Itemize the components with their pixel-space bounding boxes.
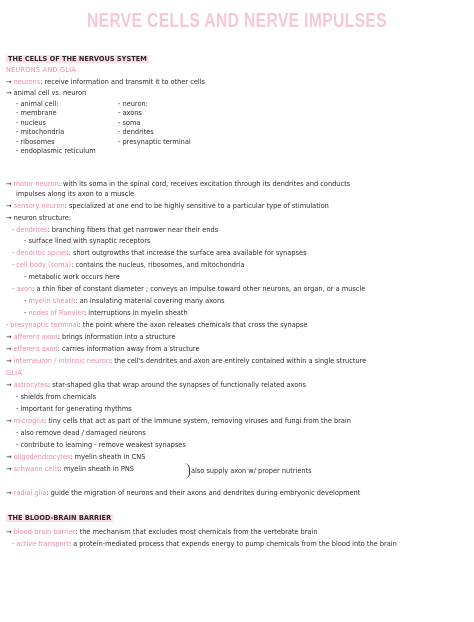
- note-afferent: → afferent axon: brings information into a structure: [6, 333, 176, 341]
- note-dendrites: · dendrites: branching fibers that get narrower near their ends: [12, 226, 219, 234]
- page-title: NERVE CELLS AND NERVE IMPULSES: [86, 10, 388, 32]
- note-sensory-neuron: → sensory neuron: specialized at one end to be highly sensitive to a particular type of stimulation: [6, 202, 329, 210]
- note-radial-glia: → radial glia: guide the migration of neurons and their axons and dendrites during embryonic development: [6, 489, 361, 497]
- note-microglia: → microglia: tiny cells that act as part of the immune system, removing viruses and fungi from the brain: [6, 417, 351, 425]
- neuron-list: - neuron: - axons - soma - dendrites - presynaptic terminal: [118, 100, 191, 146]
- note-dendrites-sub: - surface lined with synaptic receptors: [24, 237, 151, 245]
- brace-note: also supply axon w/ proper nutrients: [191, 467, 312, 475]
- note-micro-sub2: - contribute to learning - remove weakest synapses: [16, 441, 186, 449]
- note-micro-sub1: - also remove dead / damaged neurons: [16, 429, 146, 437]
- note-astrocytes: → astrocytes: star-shaped glia that wrap around the synapses of functionally related axons: [6, 381, 306, 389]
- subheading-glia: GLIA: [6, 369, 23, 377]
- note-myelin: - myelin sheath: an insulating material covering many axons: [24, 297, 225, 305]
- note-cell-body: · cell body (soma): contains the nucleus, ribosomes, and mitochondria: [12, 261, 245, 269]
- subheading-neurons-glia: NEURONS AND GLIA: [6, 66, 76, 74]
- section-heading-bbb: THE BLOOD-BRAIN BARRIER: [8, 514, 112, 522]
- note-cell-body-sub: - metabolic work occurs here: [24, 273, 120, 281]
- section-heading-cells: THE CELLS OF THE NERVOUS SYSTEM: [8, 55, 147, 63]
- note-presynaptic: · presynaptic terminal: the point where the axon releases chemicals that cross the synapse: [6, 321, 308, 329]
- note-efferent: → efferent axon: carries information away from a structure: [6, 345, 200, 353]
- animal-cell-list: - animal cell: - membrane - nucleus - mitochondria - ribosomes - endoplasmic reticulum: [16, 100, 96, 156]
- note-active-transport: · active transport: a protein-mediated process that expends energy to pump chemicals from the blood into the brain: [12, 540, 397, 548]
- note-schwann: → schwann cells: myelin sheath in PNS: [6, 465, 134, 473]
- note-neuron-structure: → neuron structure:: [6, 214, 72, 222]
- note-bbb: → blood-brain barrier: the mechanism that excludes most chemicals from the vertebrate brain: [6, 528, 318, 536]
- brace-mark: [183, 463, 190, 479]
- note-oligodendrocytes: → oligodendrocytes: myelin sheath in CNS: [6, 453, 146, 461]
- note-dendritic-spines: · dendritic spines: short outgrowths that increase the surface area available for synapses: [12, 249, 307, 257]
- note-astro-sub2: - important for generating rhythms: [16, 405, 132, 413]
- note-neurons: → neurons: receive information and transmit it to other cells: [6, 78, 205, 86]
- note-astro-sub1: - shields from chemicals: [16, 393, 97, 401]
- note-motor-neuron-cont: impulses along its axon to a muscle: [16, 190, 135, 198]
- note-ranvier: - nodes of Ranvier: interruptions in myelin sheath: [24, 309, 188, 317]
- note-axon: · axon: a thin fiber of constant diameter ; conveys an impulse toward other neurons, an organ, or a muscle: [12, 285, 366, 293]
- note-motor-neuron: → motor neuron: with its soma in the spinal cord, receives excitation through its dendrites and conducts: [6, 180, 351, 188]
- note-interneuron: → interneuron / intrinsic neuron: the cell's dendrites and axon are entirely contained within a single structure: [6, 357, 367, 365]
- note-animal-vs-neuron: → animal cell vs. neuron: [6, 89, 87, 97]
